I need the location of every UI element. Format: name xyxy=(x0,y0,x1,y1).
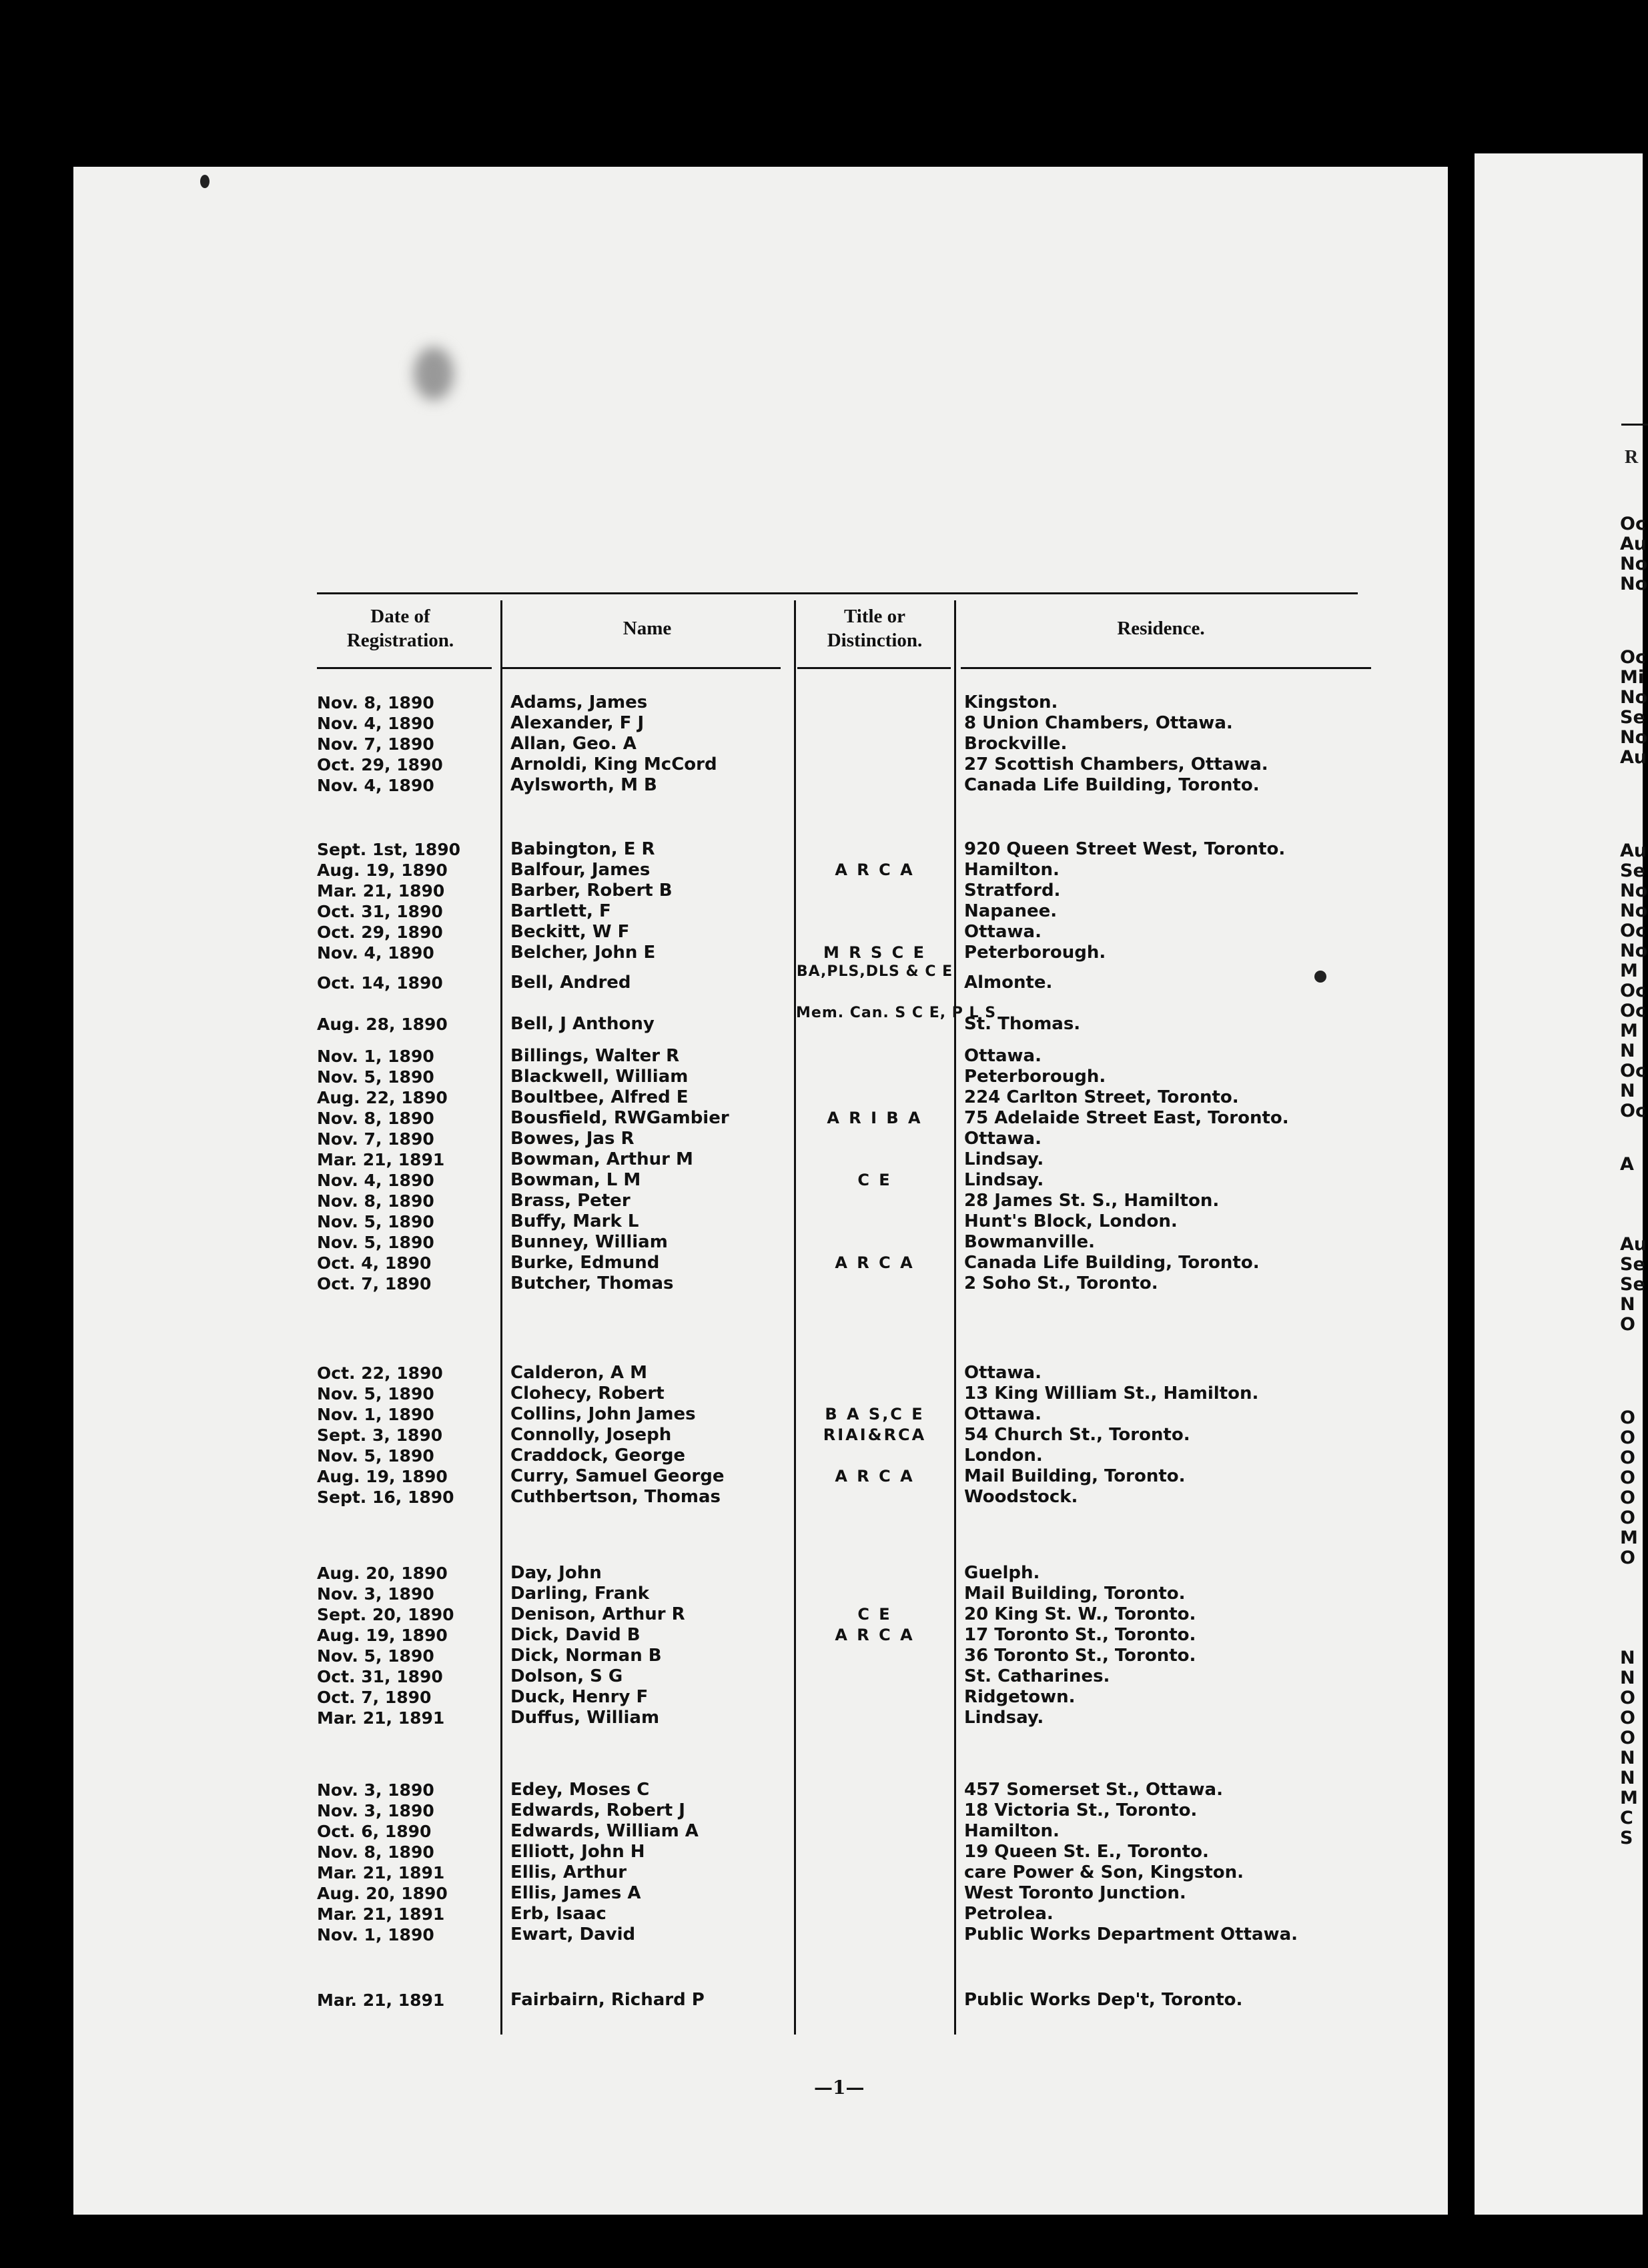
registration-date: Nov. 7, 1890 xyxy=(317,734,434,754)
facing-page-fragment: O xyxy=(1620,1688,1635,1708)
title-distinction: C E xyxy=(857,1171,892,1189)
registration-date: Nov. 1, 1890 xyxy=(317,1405,434,1424)
register-row xyxy=(317,1404,1371,1425)
facing-page-fragment: O xyxy=(1620,1468,1635,1488)
register-row xyxy=(317,1604,1371,1625)
residence: 2 Soho St., Toronto. xyxy=(964,1273,1158,1293)
registration-date: Nov. 7, 1890 xyxy=(317,1129,434,1149)
register-row xyxy=(317,922,1371,943)
residence: 457 Somerset St., Ottawa. xyxy=(964,1780,1223,1800)
residence: Ottawa. xyxy=(964,1129,1042,1149)
facing-page-fragment: O xyxy=(1620,1488,1635,1508)
registration-date: Sept. 3, 1890 xyxy=(317,1426,443,1445)
facing-page-fragment: Mi xyxy=(1620,667,1645,688)
registration-date: Oct. 29, 1890 xyxy=(317,755,443,774)
residence: Stratford. xyxy=(964,881,1061,901)
register-row xyxy=(317,1149,1371,1170)
surname-group xyxy=(317,839,1371,1294)
register-row xyxy=(317,1990,1371,2011)
title-distinction: Mem. Can. S C E, P L S xyxy=(796,1005,997,1021)
surname-group xyxy=(317,1563,1371,1728)
facing-page-fragment: No xyxy=(1620,554,1648,574)
register-row xyxy=(317,1211,1371,1232)
register-row xyxy=(317,1862,1371,1883)
header-date: Date of Registration. xyxy=(346,606,454,651)
facing-page-fragment: N xyxy=(1620,1041,1635,1061)
facing-page-fragment: N xyxy=(1620,1081,1635,1101)
registration-date: Nov. 3, 1890 xyxy=(317,1584,434,1604)
register-row xyxy=(317,943,1371,963)
registration-date: Nov. 5, 1890 xyxy=(317,1233,434,1252)
register-row xyxy=(317,1170,1371,1191)
title-distinction: B A S,C E xyxy=(825,1405,925,1424)
facing-page-fragment: C xyxy=(1620,1808,1633,1828)
residence: 36 Toronto St., Toronto. xyxy=(964,1646,1196,1666)
residence: Hamilton. xyxy=(964,860,1060,880)
residence: 75 Adelaide Street East, Toronto. xyxy=(964,1108,1289,1128)
registrant-name: Babington, E R xyxy=(510,839,655,859)
facing-page-fragment: N xyxy=(1620,1668,1635,1688)
registration-date: Nov. 4, 1890 xyxy=(317,1171,434,1190)
registration-date: Mar. 21, 1891 xyxy=(317,1863,445,1882)
registration-date: Mar. 21, 1891 xyxy=(317,1150,445,1169)
register-row xyxy=(317,1363,1371,1383)
registration-date: Nov. 8, 1890 xyxy=(317,1109,434,1128)
registrant-name: Balfour, James xyxy=(510,860,651,880)
registrant-name: Ellis, Arthur xyxy=(510,1862,627,1882)
header-rule xyxy=(500,667,781,669)
facing-page-fragment: Oc xyxy=(1620,921,1646,941)
registration-date: Aug. 19, 1890 xyxy=(317,1626,448,1645)
registration-date: Oct. 4, 1890 xyxy=(317,1253,432,1273)
registration-date: Oct. 29, 1890 xyxy=(317,923,443,942)
registrant-name: Edey, Moses C xyxy=(510,1780,650,1800)
facing-page-fragment: O xyxy=(1620,1407,1635,1428)
register-table xyxy=(317,592,1371,2099)
registrant-name: Duck, Henry F xyxy=(510,1687,649,1707)
register-row xyxy=(317,1487,1371,1508)
registrant-name: Buffy, Mark L xyxy=(510,1211,639,1231)
registration-date: Nov. 8, 1890 xyxy=(317,1191,434,1211)
register-row xyxy=(317,1842,1371,1862)
residence: Almonte. xyxy=(964,973,1053,993)
facing-page xyxy=(1475,153,1648,2215)
facing-page-fragment: No xyxy=(1620,727,1648,748)
facing-page-fragment: Se xyxy=(1620,1254,1645,1275)
register-row xyxy=(317,1273,1371,1294)
facing-page-fragment: M xyxy=(1620,1021,1638,1041)
facing-page-fragment: Oc xyxy=(1620,514,1646,534)
header-name: Name xyxy=(623,618,672,639)
surname-group xyxy=(317,692,1371,796)
facing-page-fragment: O xyxy=(1620,1508,1635,1528)
facing-page-fragment: No xyxy=(1620,901,1648,921)
facing-page-fragment: N xyxy=(1620,1648,1635,1668)
facing-page-fragment: M xyxy=(1620,1528,1638,1548)
registration-date: Mar. 21, 1890 xyxy=(317,881,445,901)
residence: 18 Victoria St., Toronto. xyxy=(964,1800,1198,1820)
registration-date: Oct. 14, 1890 xyxy=(317,973,443,993)
register-row xyxy=(317,1584,1371,1604)
facing-page-fragment: N xyxy=(1620,1748,1635,1768)
residence: Hamilton. xyxy=(964,1821,1060,1841)
register-row xyxy=(317,1646,1371,1666)
register-row xyxy=(317,1383,1371,1404)
residence: 224 Carlton Street, Toronto. xyxy=(964,1087,1239,1107)
residence: 920 Queen Street West, Toronto. xyxy=(964,839,1286,859)
register-page xyxy=(73,167,1448,2215)
registrant-name: Erb, Isaac xyxy=(510,1904,606,1924)
registration-date: Mar. 21, 1891 xyxy=(317,1708,445,1728)
registrant-name: Alexander, F J xyxy=(510,713,645,733)
residence: Public Works Dep't, Toronto. xyxy=(964,1990,1243,2010)
registration-date: Oct. 7, 1890 xyxy=(317,1688,432,1707)
registration-date: Nov. 5, 1890 xyxy=(317,1384,434,1403)
title-distinction: BA,PLS,DLS & C E xyxy=(796,963,953,980)
registrant-name: Bowes, Jas R xyxy=(510,1129,635,1149)
register-row xyxy=(317,1466,1371,1487)
registrant-name: Ellis, James A xyxy=(510,1883,641,1903)
registration-date: Oct. 31, 1890 xyxy=(317,1667,443,1686)
registrant-name: Elliott, John H xyxy=(510,1842,645,1862)
residence: Canada Life Building, Toronto. xyxy=(964,775,1260,795)
facing-page-fragment: N xyxy=(1620,1768,1635,1788)
registrant-name: Bowman, L M xyxy=(510,1170,641,1190)
register-row xyxy=(317,1446,1371,1466)
residence: Ridgetown. xyxy=(964,1687,1076,1707)
facing-page-fragment: O xyxy=(1620,1428,1635,1448)
registrant-name: Bartlett, F xyxy=(510,901,611,921)
residence: Mail Building, Toronto. xyxy=(964,1466,1186,1486)
residence: London. xyxy=(964,1446,1043,1466)
register-row xyxy=(317,775,1371,796)
header-residence: Residence. xyxy=(1117,618,1205,639)
registration-date: Nov. 3, 1890 xyxy=(317,1801,434,1820)
facing-page-fragment: Se xyxy=(1620,1274,1645,1295)
title-distinction: A R C A xyxy=(835,861,915,879)
header-rule xyxy=(961,667,1371,669)
facing-page-fragment: No xyxy=(1620,687,1648,708)
registration-date: Nov. 8, 1890 xyxy=(317,693,434,712)
residence: 8 Union Chambers, Ottawa. xyxy=(964,713,1233,733)
registrant-name: Day, John xyxy=(510,1563,602,1583)
surname-group xyxy=(317,1780,1371,1945)
residence: 17 Toronto St., Toronto. xyxy=(964,1625,1196,1645)
registration-date: Oct. 7, 1890 xyxy=(317,1274,432,1293)
registration-date: Nov. 5, 1890 xyxy=(317,1646,434,1666)
register-row xyxy=(317,1800,1371,1821)
registrant-name: Belcher, John E xyxy=(510,943,656,963)
surname-group xyxy=(317,1363,1371,1508)
title-distinction: RIAI&RCA xyxy=(823,1426,927,1444)
register-row xyxy=(317,1005,1371,1046)
registrant-name: Duffus, William xyxy=(510,1708,660,1728)
register-row xyxy=(317,1821,1371,1842)
registration-date: Nov. 3, 1890 xyxy=(317,1780,434,1800)
registrant-name: Burke, Edmund xyxy=(510,1253,660,1273)
registrant-name: Bowman, Arthur M xyxy=(510,1149,693,1169)
registrant-name: Blackwell, William xyxy=(510,1067,689,1087)
register-row xyxy=(317,1253,1371,1273)
register-row xyxy=(317,1108,1371,1129)
title-distinction: M R S C E xyxy=(823,943,927,962)
facing-page-fragment: N xyxy=(1620,1294,1635,1315)
ink-spot xyxy=(200,175,210,188)
residence: 54 Church St., Toronto. xyxy=(964,1425,1190,1445)
page-number: —1— xyxy=(814,2077,865,2099)
registrant-name: Beckitt, W F xyxy=(510,922,630,942)
register-row xyxy=(317,1232,1371,1253)
residence: Public Works Department Ottawa. xyxy=(964,1924,1298,1944)
residence: Lindsay. xyxy=(964,1708,1044,1728)
title-distinction: A R C A xyxy=(835,1626,915,1644)
register-row xyxy=(317,1687,1371,1708)
register-row xyxy=(317,1904,1371,1924)
facing-page-fragment: O xyxy=(1620,1548,1635,1568)
residence: Kingston. xyxy=(964,692,1058,712)
registrant-name: Adams, James xyxy=(510,692,648,712)
registration-date: Oct. 31, 1890 xyxy=(317,902,443,921)
facing-page-fragment: O xyxy=(1620,1708,1635,1728)
registrant-name: Collins, John James xyxy=(510,1404,696,1424)
facing-page-fragment: Au xyxy=(1620,747,1647,768)
title-distinction: C E xyxy=(857,1605,892,1624)
registrant-name: Bunney, William xyxy=(510,1232,668,1252)
residence: Brockville. xyxy=(964,734,1068,754)
registration-date: Sept. 20, 1890 xyxy=(317,1605,454,1624)
registrant-name: Bell, Andred xyxy=(510,973,631,993)
facing-page-fragment: O xyxy=(1620,1448,1635,1468)
register-row xyxy=(317,963,1371,1005)
residence: Lindsay. xyxy=(964,1170,1044,1190)
facing-page-fragment: M xyxy=(1620,961,1638,981)
facing-page-fragment: Se xyxy=(1620,707,1645,728)
register-row xyxy=(317,754,1371,775)
registrant-name: Bell, J Anthony xyxy=(510,1014,655,1034)
registration-date: Nov. 4, 1890 xyxy=(317,714,434,733)
residence: 27 Scottish Chambers, Ottawa. xyxy=(964,754,1268,774)
title-distinction: A R C A xyxy=(835,1253,915,1272)
register-row xyxy=(317,1625,1371,1646)
residence: Ottawa. xyxy=(964,1404,1042,1424)
registrant-name: Ewart, David xyxy=(510,1924,636,1944)
registration-date: Nov. 4, 1890 xyxy=(317,776,434,795)
residence: St. Catharines. xyxy=(964,1666,1110,1686)
registrant-name: Edwards, Robert J xyxy=(510,1800,685,1820)
residence: 20 King St. W., Toronto. xyxy=(964,1604,1196,1624)
registrant-name: Edwards, William A xyxy=(510,1821,699,1841)
residence: Lindsay. xyxy=(964,1149,1044,1169)
registrant-name: Boultbee, Alfred E xyxy=(510,1087,689,1107)
registrant-name: Barber, Robert B xyxy=(510,881,673,901)
residence: Hunt's Block, London. xyxy=(964,1211,1178,1231)
facing-page-fragment: Oc xyxy=(1620,1061,1646,1081)
facing-page-fragment: Au xyxy=(1620,1234,1647,1255)
registrant-name: Cuthbertson, Thomas xyxy=(510,1487,721,1507)
facing-page-fragment: Au xyxy=(1620,840,1647,861)
register-row xyxy=(317,1191,1371,1211)
registrant-name: Denison, Arthur R xyxy=(510,1604,685,1624)
registration-date: Nov. 5, 1890 xyxy=(317,1067,434,1087)
residence: Peterborough. xyxy=(964,943,1106,963)
register-row xyxy=(317,881,1371,901)
residence: Petrolea. xyxy=(964,1904,1054,1924)
register-row xyxy=(317,1067,1371,1087)
registrant-name: Fairbairn, Richard P xyxy=(510,1990,705,2010)
residence: 13 King William St., Hamilton. xyxy=(964,1383,1259,1403)
registration-date: Oct. 6, 1890 xyxy=(317,1822,432,1841)
residence: Guelph. xyxy=(964,1563,1040,1583)
facing-header-fragment: R xyxy=(1625,447,1639,468)
header-title: Title or Distinction. xyxy=(827,606,923,651)
register-row xyxy=(317,1087,1371,1108)
facing-page-fragment: Oc xyxy=(1620,647,1646,668)
registration-date: Aug. 20, 1890 xyxy=(317,1884,448,1903)
residence: Napanee. xyxy=(964,901,1058,921)
residence: care Power & Son, Kingston. xyxy=(964,1862,1244,1882)
registration-date: Aug. 19, 1890 xyxy=(317,1467,448,1486)
register-row xyxy=(317,1129,1371,1149)
residence: Ottawa. xyxy=(964,1363,1042,1383)
residence: Ottawa. xyxy=(964,1046,1042,1066)
facing-page-fragment: A xyxy=(1620,1154,1634,1175)
registrant-name: Calderon, A M xyxy=(510,1363,647,1383)
residence: Bowmanville. xyxy=(964,1232,1096,1252)
register-row xyxy=(317,1563,1371,1584)
facing-page-fragment: O xyxy=(1620,1728,1635,1748)
registration-date: Aug. 20, 1890 xyxy=(317,1564,448,1583)
ink-smudge xyxy=(414,347,454,400)
facing-page-fragment: Se xyxy=(1620,861,1645,881)
registrant-name: Dick, David B xyxy=(510,1625,641,1645)
registrant-name: Craddock, George xyxy=(510,1446,686,1466)
residence: Peterborough. xyxy=(964,1067,1106,1087)
register-row xyxy=(317,901,1371,922)
surname-group xyxy=(317,1990,1371,2011)
registration-date: Nov. 5, 1890 xyxy=(317,1212,434,1231)
register-row xyxy=(317,1883,1371,1904)
registrant-name: Darling, Frank xyxy=(510,1584,650,1604)
residence: Canada Life Building, Toronto. xyxy=(964,1253,1260,1273)
register-row xyxy=(317,692,1371,713)
registrant-name: Curry, Samuel George xyxy=(510,1466,725,1486)
facing-page-fragment: Au xyxy=(1620,534,1647,554)
facing-page-fragment: Oc xyxy=(1620,1001,1646,1021)
register-row xyxy=(317,734,1371,754)
registration-date: Sept. 16, 1890 xyxy=(317,1488,454,1507)
register-row xyxy=(317,713,1371,734)
registrant-name: Arnoldi, King McCord xyxy=(510,754,717,774)
facing-page-fragment: S xyxy=(1620,1828,1633,1848)
facing-page-fragment: No xyxy=(1620,941,1648,961)
registration-date: Aug. 19, 1890 xyxy=(317,861,448,880)
residence: 19 Queen St. E., Toronto. xyxy=(964,1842,1209,1862)
registration-date: Nov. 1, 1890 xyxy=(317,1047,434,1066)
register-row xyxy=(317,1046,1371,1067)
registration-date: Nov. 1, 1890 xyxy=(317,1925,434,1944)
registrant-name: Allan, Geo. A xyxy=(510,734,637,754)
residence: Woodstock. xyxy=(964,1487,1078,1507)
residence: Mail Building, Toronto. xyxy=(964,1584,1186,1604)
registrant-name: Connolly, Joseph xyxy=(510,1425,672,1445)
facing-page-fragment: Oc xyxy=(1620,1101,1646,1121)
registrant-name: Butcher, Thomas xyxy=(510,1273,674,1293)
registrant-name: Brass, Peter xyxy=(510,1191,631,1211)
register-row xyxy=(317,1924,1371,1945)
register-row xyxy=(317,860,1371,881)
registration-date: Aug. 22, 1890 xyxy=(317,1088,448,1107)
register-row xyxy=(317,1780,1371,1800)
top-rule xyxy=(317,592,1358,594)
facing-page-fragment: O xyxy=(1620,1314,1635,1335)
residence: Ottawa. xyxy=(964,922,1042,942)
register-row xyxy=(317,839,1371,860)
registrant-name: Billings, Walter R xyxy=(510,1046,680,1066)
registration-date: Mar. 21, 1891 xyxy=(317,1904,445,1924)
residence: 28 James St. S., Hamilton. xyxy=(964,1191,1220,1211)
register-row xyxy=(317,1425,1371,1446)
residence: West Toronto Junction. xyxy=(964,1883,1186,1903)
registrant-name: Clohecy, Robert xyxy=(510,1383,665,1403)
residence: St. Thomas. xyxy=(964,1014,1081,1034)
registration-date: Sept. 1st, 1890 xyxy=(317,840,461,859)
header-rule xyxy=(797,667,951,669)
title-distinction: A R C A xyxy=(835,1467,915,1486)
register-row xyxy=(317,1666,1371,1687)
registrant-name: Aylsworth, M B xyxy=(510,775,657,795)
facing-page-fragment: M xyxy=(1620,1788,1638,1808)
registrant-name: Dick, Norman B xyxy=(510,1646,662,1666)
registration-date: Aug. 28, 1890 xyxy=(317,1015,448,1034)
facing-page-fragment: No xyxy=(1620,881,1648,901)
registrant-name: Dolson, S G xyxy=(510,1666,623,1686)
registrant-name: Bousfield, RWGambier xyxy=(510,1108,729,1128)
register-row xyxy=(317,1708,1371,1728)
header-rule xyxy=(317,667,492,669)
title-distinction: A R I B A xyxy=(827,1109,923,1127)
registration-date: Nov. 4, 1890 xyxy=(317,943,434,963)
registration-date: Mar. 21, 1891 xyxy=(317,1991,445,2010)
registration-date: Nov. 5, 1890 xyxy=(317,1446,434,1466)
registration-date: Oct. 22, 1890 xyxy=(317,1363,443,1383)
facing-page-fragment: No xyxy=(1620,574,1648,594)
facing-top-rule xyxy=(1621,424,1648,426)
facing-page-fragment: Oc xyxy=(1620,981,1646,1001)
registration-date: Nov. 8, 1890 xyxy=(317,1842,434,1862)
